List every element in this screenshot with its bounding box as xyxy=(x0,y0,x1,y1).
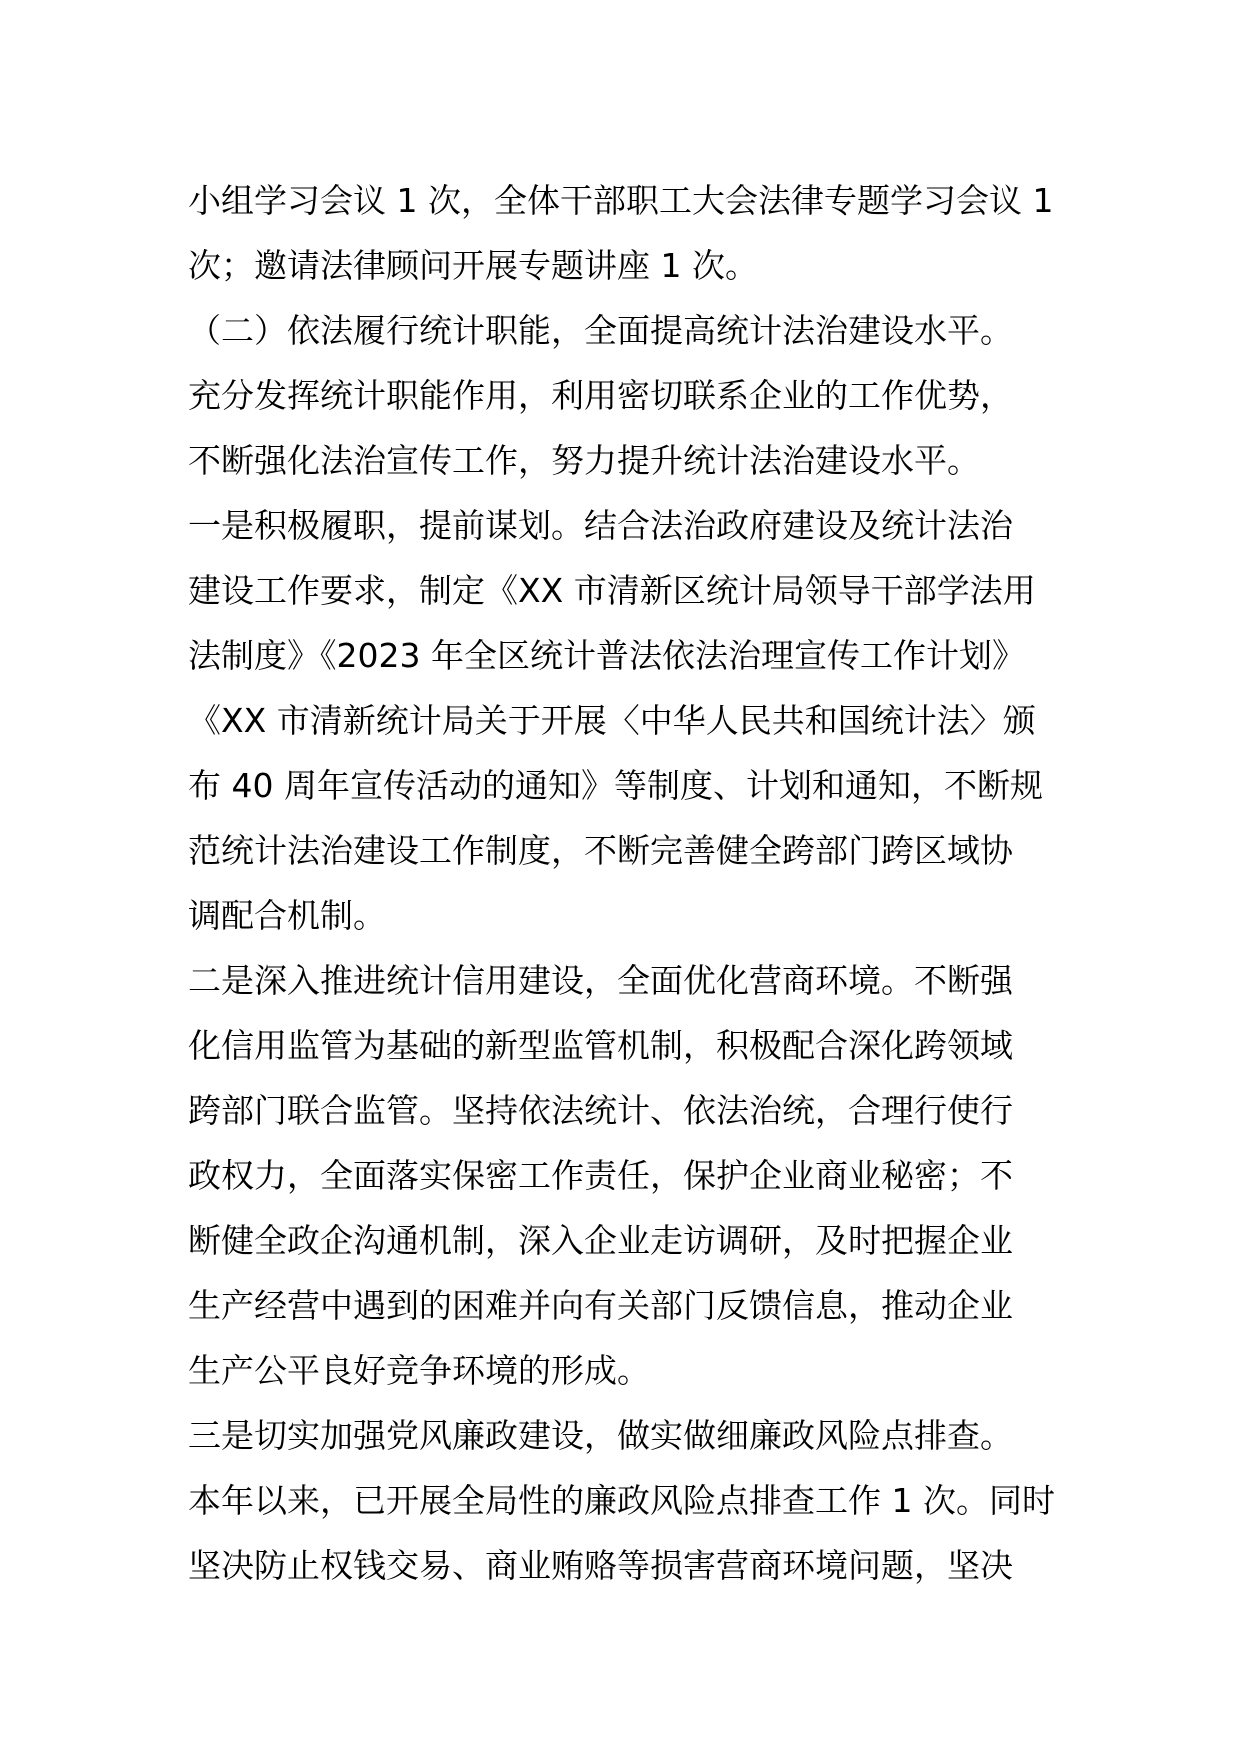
text-line: 断健全政企沟通机制，深入企业走访调研，及时把握企业 xyxy=(188,1221,1013,1260)
text-line: 充分发挥统计职能作用，利用密切联系企业的工作优势， xyxy=(188,376,1013,415)
text-line: 本年以来，已开展全局性的廉政风险点排查工作 1 次。同时 xyxy=(188,1481,1055,1520)
text-line: 化信用监管为基础的新型监管机制，积极配合深化跨领域 xyxy=(188,1026,1013,1065)
text-line: 政权力，全面落实保密工作责任，保护企业商业秘密；不 xyxy=(188,1156,1013,1195)
text-line: 生产经营中遇到的困难并向有关部门反馈信息，推动企业 xyxy=(188,1286,1013,1325)
text-line: 次；邀请法律顾问开展专题讲座 1 次。 xyxy=(188,246,758,285)
body-text xyxy=(188,168,1068,1598)
text-line: 布 40 周年宣传活动的通知》等制度、计划和通知，不断规 xyxy=(188,766,1043,805)
text-line: 不断强化法治宣传工作，努力提升统计法治建设水平。 xyxy=(188,441,980,480)
text-line: 《XX 市清新统计局关于开展〈中华人民共和国统计法〉颁 xyxy=(188,701,1036,740)
text-line: 跨部门联合监管。坚持依法统计、依法治统，合理行使行 xyxy=(188,1091,1013,1130)
text-line: 建设工作要求，制定《XX 市清新区统计局领导干部学法用 xyxy=(188,571,1036,610)
section-heading: （二）依法履行统计职能，全面提高统计法治建设水平。 xyxy=(188,311,1013,350)
text-line: 三是切实加强党风廉政建设，做实做细廉政风险点排查。 xyxy=(188,1416,1013,1455)
text-line: 范统计法治建设工作制度，不断完善健全跨部门跨区域协 xyxy=(188,831,1013,870)
text-line: 一是积极履职，提前谋划。结合法治政府建设及统计法治 xyxy=(188,506,1013,545)
text-line: 小组学习会议 1 次，全体干部职工大会法律专题学习会议 1 xyxy=(188,181,1054,220)
text-line: 法制度》《2023 年全区统计普法依法治理宣传工作计划》 xyxy=(188,636,1025,675)
text-line: 调配合机制。 xyxy=(188,896,386,935)
text-line: 坚决防止权钱交易、商业贿赂等损害营商环境问题，坚决 xyxy=(188,1546,1013,1585)
text-line: 生产公平良好竞争环境的形成。 xyxy=(188,1351,650,1390)
text-line: 二是深入推进统计信用建设，全面优化营商环境。不断强 xyxy=(188,961,1013,1000)
